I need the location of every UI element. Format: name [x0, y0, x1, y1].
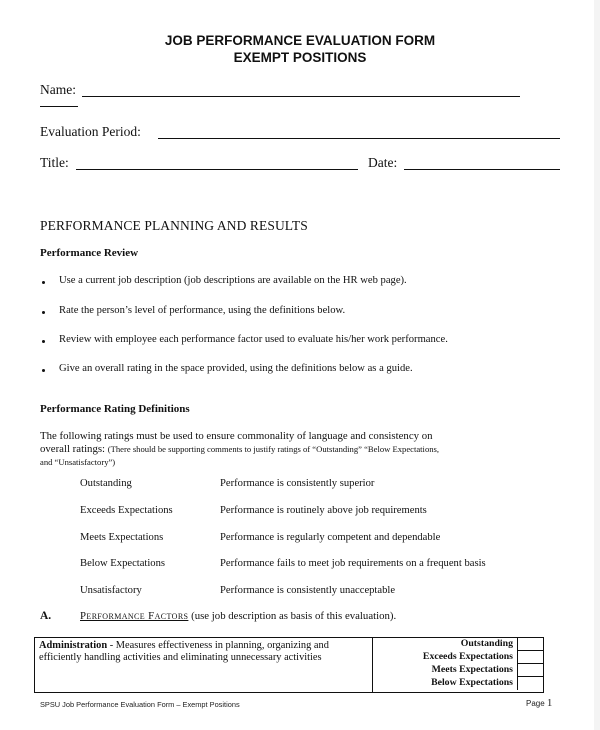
rating-option-outstanding: [373, 638, 543, 651]
date-field[interactable]: [404, 169, 560, 170]
review-bullet: Rate the person’s level of performance, using the definitions below.: [59, 305, 346, 316]
rating-checkbox-exceeds[interactable]: [517, 651, 543, 664]
name-field[interactable]: [82, 96, 520, 97]
rating-definition: Performance is regularly competent and dependable: [220, 532, 441, 543]
bullet-icon: [42, 340, 45, 343]
name-label: Name:: [40, 82, 76, 97]
rating-option-exceeds: [373, 651, 543, 664]
page-indicator: [526, 697, 552, 709]
page-number: 1: [546, 697, 553, 709]
factor-letter: A.: [40, 610, 52, 622]
rating-definition: Performance is routinely above job requirements: [220, 505, 427, 516]
review-bullet: Give an overall rating in the space provided, using the definitions below as a guide.: [59, 363, 413, 374]
bullet-icon: [42, 281, 45, 284]
name-field-overflow-line: [40, 106, 78, 107]
rating-definition: Performance is consistently superior: [220, 478, 375, 489]
rating-level: Outstanding: [80, 478, 132, 489]
definitions-intro-line: [40, 443, 439, 455]
date-label: Date:: [368, 155, 398, 170]
bullet-icon: [42, 369, 45, 372]
performance-factors-note: (use job description as basis of this evaluation).: [188, 610, 397, 622]
factor-name: Administration: [39, 640, 108, 651]
definitions-intro-text: overall ratings:: [40, 443, 108, 455]
rating-option-label: Meets Expectations: [431, 664, 513, 675]
rating-checkbox-outstanding[interactable]: [517, 638, 543, 651]
performance-factors-title: Performance Factors: [80, 610, 189, 622]
performance-review-heading: Performance Review: [40, 247, 139, 259]
factor-description-cell: [35, 638, 373, 692]
page-label: Page: [526, 699, 547, 708]
performance-factors-line: [80, 610, 396, 622]
bullet-icon: [42, 311, 45, 314]
rating-option-label: Below Expectations: [431, 677, 513, 688]
section-heading: PERFORMANCE PLANNING AND RESULTS: [40, 218, 308, 233]
rating-option-label: Outstanding: [460, 638, 513, 649]
rating-option-meets: [373, 664, 543, 677]
definitions-intro-line: The following ratings must be used to ensure commonality of language and consistency on: [40, 430, 433, 442]
rating-level: Meets Expectations: [80, 532, 164, 543]
form-subtitle: EXEMPT POSITIONS: [233, 50, 367, 65]
form-title: JOB PERFORMANCE EVALUATION FORM: [164, 33, 436, 48]
definitions-intro-note: (There should be supporting comments to justify ratings of “Outstanding” “Below Expectations,: [107, 444, 440, 454]
rating-level: Unsatisfactory: [80, 585, 142, 596]
review-bullet: Use a current job description (job descriptions are available on the HR web page).: [59, 275, 407, 286]
rating-definition: Performance is consistently unacceptable: [220, 585, 396, 596]
scrollbar[interactable]: [594, 0, 600, 730]
footer-text: SPSU Job Performance Evaluation Form – Exempt Positions: [40, 700, 240, 709]
rating-option-below: [373, 677, 543, 690]
review-bullet: Review with employee each performance factor used to evaluate his/her work performance.: [59, 334, 448, 345]
rating-definition: Performance fails to meet job requirements on a frequent basis: [220, 558, 486, 569]
evaluation-period-field[interactable]: [158, 138, 560, 139]
rating-checkbox-below[interactable]: [517, 677, 543, 690]
title-label: Title:: [40, 155, 69, 170]
title-field[interactable]: [76, 169, 358, 170]
rating-level: Below Expectations: [80, 558, 166, 569]
definitions-intro-note: and “Unsatisfactory”): [40, 457, 116, 467]
rating-option-label: Exceeds Expectations: [422, 651, 513, 662]
performance-factor-table: [34, 637, 544, 693]
rating-level: Exceeds Expectations: [80, 505, 173, 516]
evaluation-period-label: Evaluation Period:: [40, 124, 141, 139]
rating-definitions-heading: Performance Rating Definitions: [40, 403, 190, 415]
factor-description: - Measures effectiveness in planning, organizing and efficiently handling activities and eliminating unnecessary activities: [39, 640, 329, 664]
rating-checkbox-meets[interactable]: [517, 664, 543, 677]
